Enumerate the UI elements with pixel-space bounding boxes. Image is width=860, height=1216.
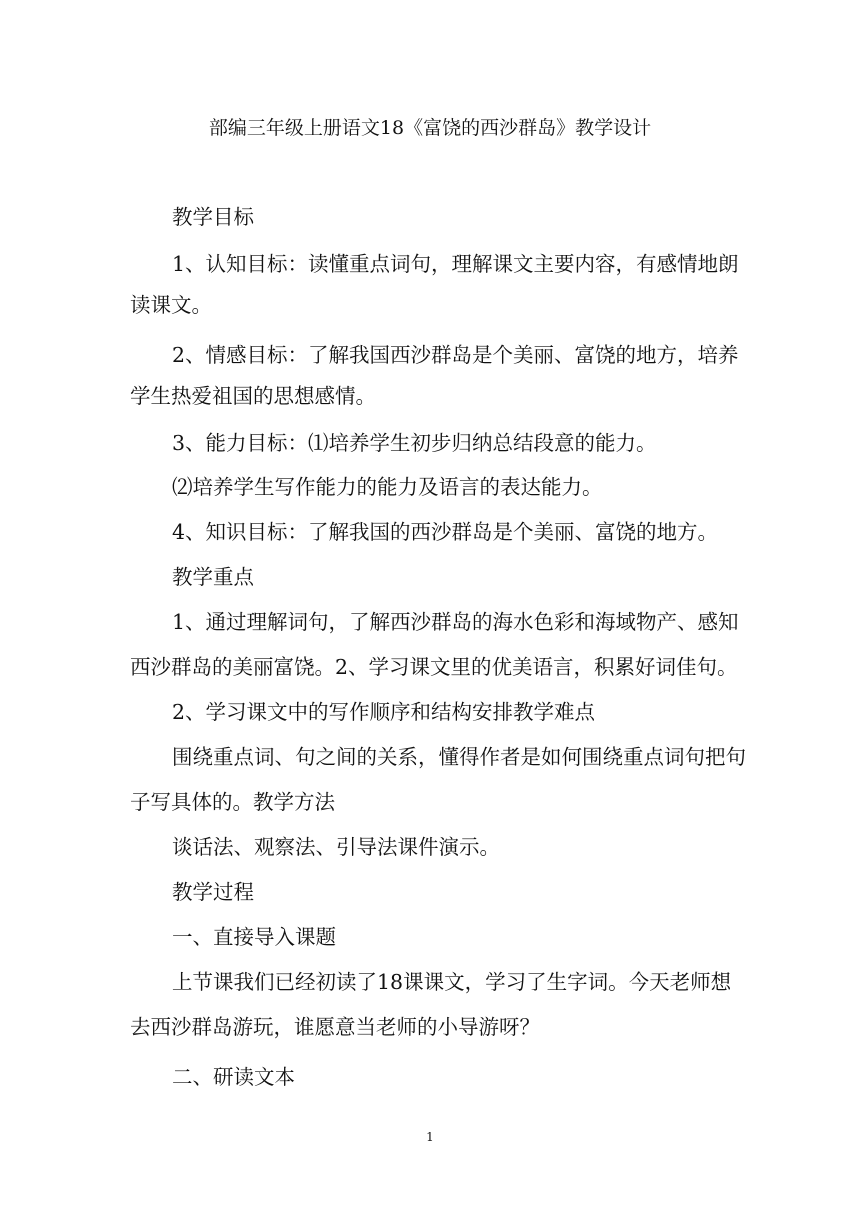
text-line: 4、知识目标：了解我国的西沙群岛是个美丽、富饶的地方。 <box>172 520 719 544</box>
text-line: ⑵培养学生写作能力的能力及语言的表达能力。 <box>172 475 603 499</box>
text-line: 围绕重点词、句之间的关系，懂得作者是如何围绕重点词句把句 <box>172 745 746 769</box>
text-line: 西沙群岛的美丽富饶。2、学习课文里的优美语言，积累好词佳句。 <box>130 655 738 679</box>
text-line: 学生热爱祖国的思想感情。 <box>130 384 376 408</box>
text-line: 读课文。 <box>130 293 212 317</box>
text-line: 2、情感目标：了解我国西沙群岛是个美丽、富饶的地方，培养 <box>172 343 739 367</box>
document-title: 部编三年级上册语文18《富饶的西沙群岛》教学设计 <box>208 117 652 139</box>
text-line: 教学目标 <box>172 205 254 229</box>
text-line: 二、研读文本 <box>172 1065 295 1089</box>
text-line: 去西沙群岛游玩，谁愿意当老师的小导游呀？ <box>130 1015 540 1039</box>
text-line: 一、直接导入课题 <box>172 925 336 949</box>
text-line: 3、能力目标：⑴培养学生初步归纳总结段意的能力。 <box>172 431 657 455</box>
page-number: 1 <box>426 1130 434 1144</box>
text-line: 1、认知目标：读懂重点词句，理解课文主要内容，有感情地朗 <box>172 252 739 276</box>
text-line: 2、学习课文中的写作顺序和结构安排教学难点 <box>172 700 596 724</box>
text-line: 1、通过理解词句，了解西沙群岛的海水色彩和海域物产、感知 <box>172 610 739 634</box>
text-line: 谈话法、观察法、引导法课件演示。 <box>172 835 500 859</box>
text-line: 上节课我们已经初读了18课课文，学习了生字词。今天老师想 <box>172 970 732 994</box>
text-line: 教学重点 <box>172 565 254 589</box>
text-line: 子写具体的。教学方法 <box>130 790 335 814</box>
text-line: 教学过程 <box>172 880 254 904</box>
